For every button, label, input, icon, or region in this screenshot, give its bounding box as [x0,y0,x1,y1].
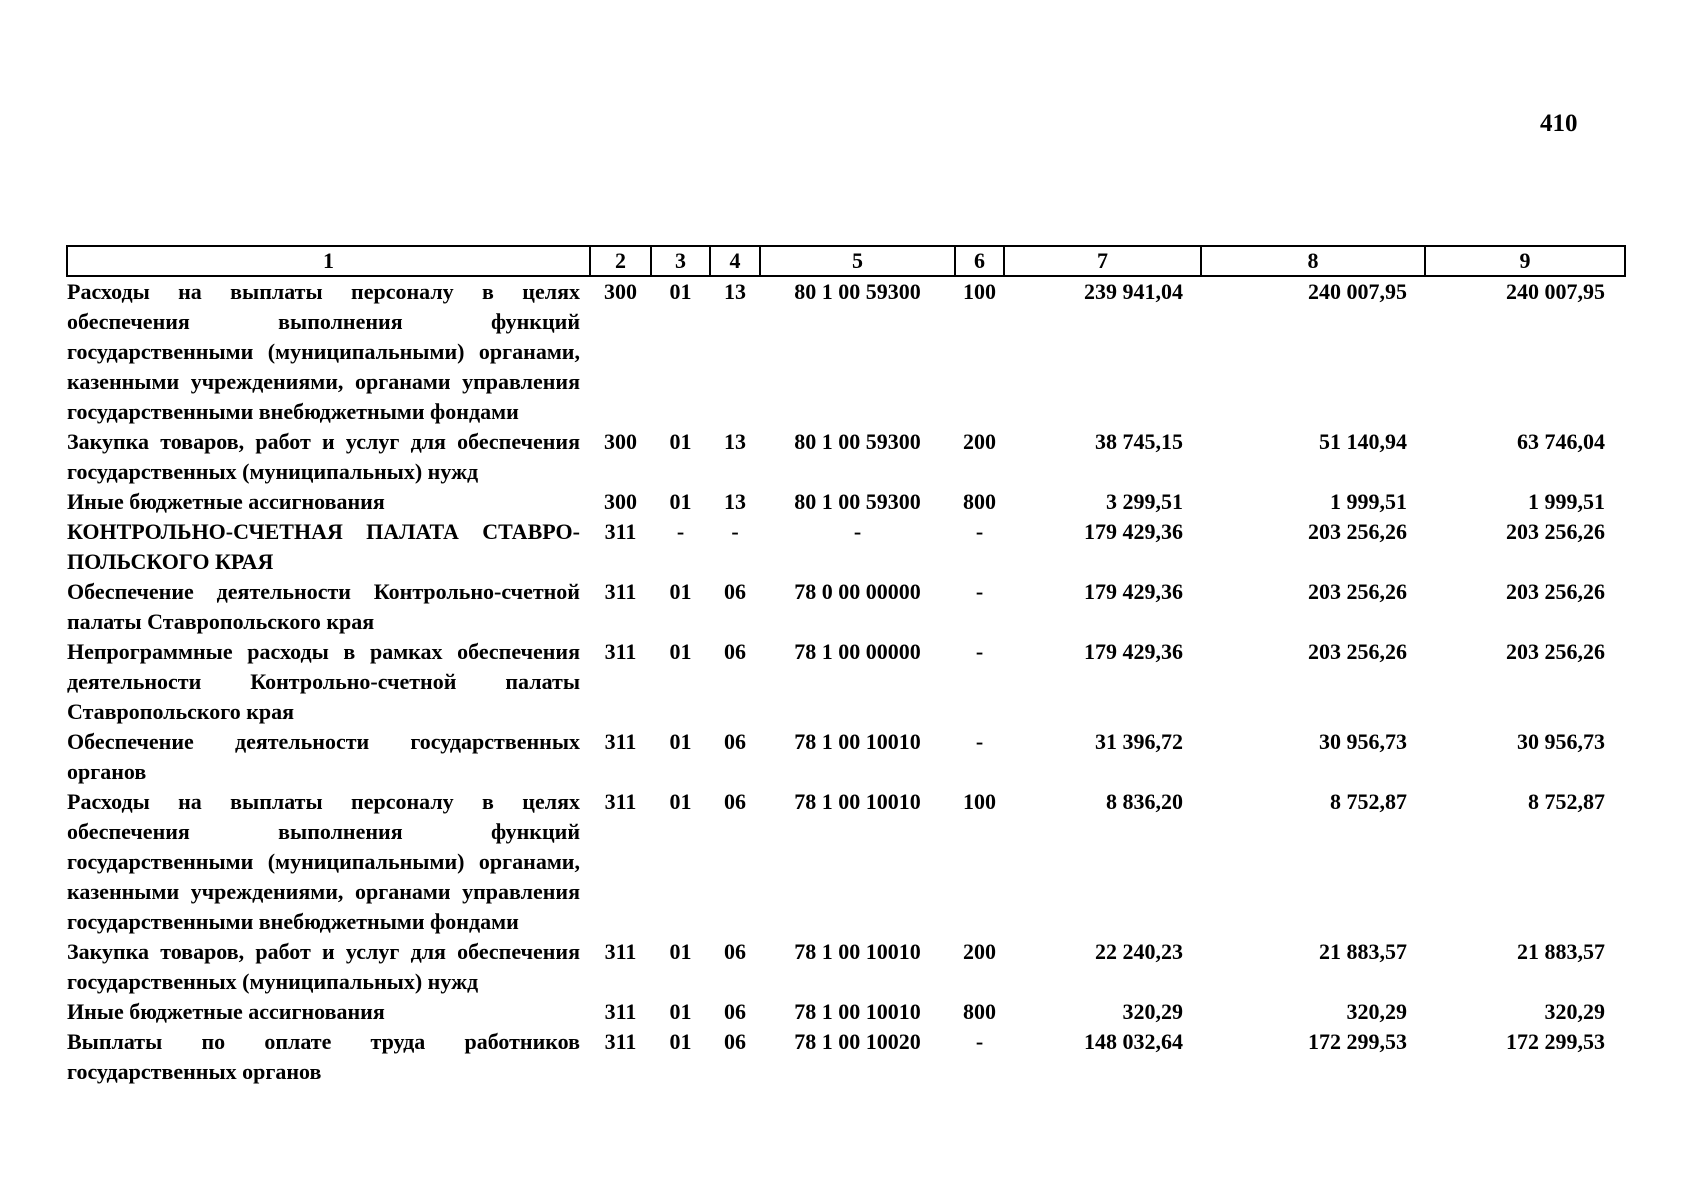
row-name: Закупка товаров, работ и услуг для обеспечения государственных (муниципальных) нужд [67,939,580,994]
row-amount-col-9: 21 883,57 [1517,939,1605,964]
header-row [67,246,1625,276]
row-amount-col-9: 203 256,26 [1506,519,1605,544]
row-expense-type: - [975,1029,984,1054]
row-subsection-code: 13 [724,489,746,514]
row-section-code: 01 [669,999,692,1024]
row-amount-col-8: 320,29 [1346,999,1407,1024]
row-expense-type: 200 [963,939,996,964]
row-expense-type: 100 [963,789,996,814]
header-col-4: 4 [710,246,760,276]
row-target-article: 80 1 00 59300 [794,489,921,514]
row-ministry-code: 311 [604,519,637,544]
row-amount-col-8: 240 007,95 [1308,279,1407,304]
row-amount-col-8: 21 883,57 [1319,939,1407,964]
row-ministry-code: 311 [604,999,637,1024]
table-row [67,727,1625,787]
row-section-code: 01 [669,729,692,754]
row-amount-col-9: 30 956,73 [1517,729,1605,754]
page-number: 410 [1540,110,1578,137]
row-target-article: 78 1 00 10010 [794,999,921,1024]
row-name: Расходы на выплаты персоналу в целях обеспечения выполнения функций государственными (муниципальными) органами, казенными учреждениями, органами управления государственными внебюджетными фондами [67,279,580,424]
row-subsection-code: 06 [724,939,746,964]
header-col-5: 5 [760,246,955,276]
row-ministry-code: 300 [604,429,637,454]
row-expense-type: 800 [963,489,996,514]
table-row [67,787,1625,937]
header-col-2: 2 [590,246,651,276]
row-ministry-code: 311 [604,939,637,964]
table-row [67,427,1625,487]
row-amount-col-8: 203 256,26 [1308,579,1407,604]
table-row [67,487,1625,517]
row-section-code: 01 [669,279,692,304]
row-amount-col-9: 172 299,53 [1506,1029,1605,1054]
row-amount-col-8: 30 956,73 [1319,729,1407,754]
row-target-article: 78 1 00 10020 [794,1029,921,1054]
table-row [67,577,1625,637]
row-target-article: 78 1 00 00000 [794,639,921,664]
table-row [67,997,1625,1027]
row-target-article: 78 1 00 10010 [794,939,921,964]
row-ministry-code: 311 [604,789,637,814]
row-amount-col-8: 172 299,53 [1308,1029,1407,1054]
row-expense-type: - [975,639,984,664]
row-expense-type: 100 [963,279,996,304]
row-name: Иные бюджетные ассигнования [67,999,385,1024]
row-subsection-code: 06 [724,729,746,754]
row-ministry-code: 311 [604,1029,637,1054]
table-row [67,637,1625,727]
row-section-code: 01 [669,939,692,964]
row-amount-col-7: 148 032,64 [1084,1029,1183,1054]
row-amount-col-7: 38 745,15 [1095,429,1183,454]
row-section-code: 01 [669,789,692,814]
row-amount-col-7: 8 836,20 [1106,789,1183,814]
row-subsection-code: 06 [724,579,746,604]
row-amount-col-7: 179 429,36 [1084,519,1183,544]
row-target-article: 78 0 00 00000 [794,579,921,604]
row-amount-col-9: 203 256,26 [1506,639,1605,664]
row-amount-col-7: 320,29 [1122,999,1183,1024]
row-amount-col-8: 8 752,87 [1330,789,1407,814]
table-row [67,517,1625,577]
row-amount-col-7: 179 429,36 [1084,579,1183,604]
row-name: Обеспечение деятельности Контрольно-счетной палаты Ставропольского края [67,579,580,634]
row-amount-col-9: 63 746,04 [1517,429,1605,454]
row-ministry-code: 300 [604,279,637,304]
header-col-8: 8 [1201,246,1425,276]
row-expense-type: 200 [963,429,996,454]
budget-table [66,245,1626,1087]
row-amount-col-9: 320,29 [1544,999,1605,1024]
row-amount-col-9: 1 999,51 [1528,489,1605,514]
row-amount-col-7: 239 941,04 [1084,279,1183,304]
row-subsection-code: 06 [724,1029,746,1054]
row-section-code: 01 [669,639,692,664]
row-amount-col-7: 3 299,51 [1106,489,1183,514]
row-amount-col-9: 203 256,26 [1506,579,1605,604]
row-ministry-code: 300 [604,489,637,514]
header-col-9: 9 [1425,246,1625,276]
header-col-3: 3 [651,246,710,276]
row-expense-type: 800 [963,999,996,1024]
row-amount-col-9: 8 752,87 [1528,789,1605,814]
row-section-code: 01 [669,429,692,454]
row-subsection-code: 13 [724,429,746,454]
header-col-1: 1 [67,246,590,276]
row-amount-col-8: 203 256,26 [1308,519,1407,544]
row-expense-type: - [975,579,984,604]
row-amount-col-7: 22 240,23 [1095,939,1183,964]
row-name: Расходы на выплаты персоналу в целях обеспечения выполнения функций государственными (муниципальными) органами, казенными учреждениями, органами управления государственными внебюджетными фондами [67,789,580,934]
row-name: Закупка товаров, работ и услуг для обеспечения государственных (муниципальных) нужд [67,429,580,484]
row-subsection-code: 13 [724,279,746,304]
row-section-code: 01 [669,1029,692,1054]
row-subsection-code: 06 [724,999,746,1024]
row-section-code: - [676,519,685,544]
row-target-article: 80 1 00 59300 [794,429,921,454]
row-name: Обеспечение деятельности государственных органов [67,729,580,784]
row-ministry-code: 311 [604,579,637,604]
row-target-article: - [853,519,862,544]
row-ministry-code: 311 [604,639,637,664]
row-amount-col-7: 179 429,36 [1084,639,1183,664]
row-name: КОНТРОЛЬНО-СЧЕТНАЯ ПАЛАТА СТАВРО-ПОЛЬСКОГО КРАЯ [67,519,580,574]
row-name: Выплаты по оплате труда работников государственных органов [67,1029,580,1084]
table-header [67,246,1625,276]
row-ministry-code: 311 [604,729,637,754]
row-amount-col-9: 240 007,95 [1506,279,1605,304]
table-row [67,937,1625,997]
row-name: Иные бюджетные ассигнования [67,489,385,514]
row-amount-col-8: 51 140,94 [1319,429,1407,454]
row-section-code: 01 [669,489,692,514]
row-expense-type: - [975,519,984,544]
row-amount-col-7: 31 396,72 [1095,729,1183,754]
row-amount-col-8: 1 999,51 [1330,489,1407,514]
table-row [67,1027,1625,1087]
row-expense-type: - [975,729,984,754]
table-row [67,276,1625,427]
row-subsection-code: 06 [724,789,746,814]
row-target-article: 78 1 00 10010 [794,729,921,754]
row-name: Непрограммные расходы в рамках обеспечения деятельности Контрольно-счетной палаты Ставропольского края [67,639,580,724]
row-target-article: 78 1 00 10010 [794,789,921,814]
row-amount-col-8: 203 256,26 [1308,639,1407,664]
row-subsection-code: 06 [724,639,746,664]
row-subsection-code: - [731,519,739,544]
header-col-6: 6 [955,246,1004,276]
row-section-code: 01 [669,579,692,604]
row-target-article: 80 1 00 59300 [794,279,921,304]
table-body [67,276,1625,1087]
header-col-7: 7 [1004,246,1201,276]
